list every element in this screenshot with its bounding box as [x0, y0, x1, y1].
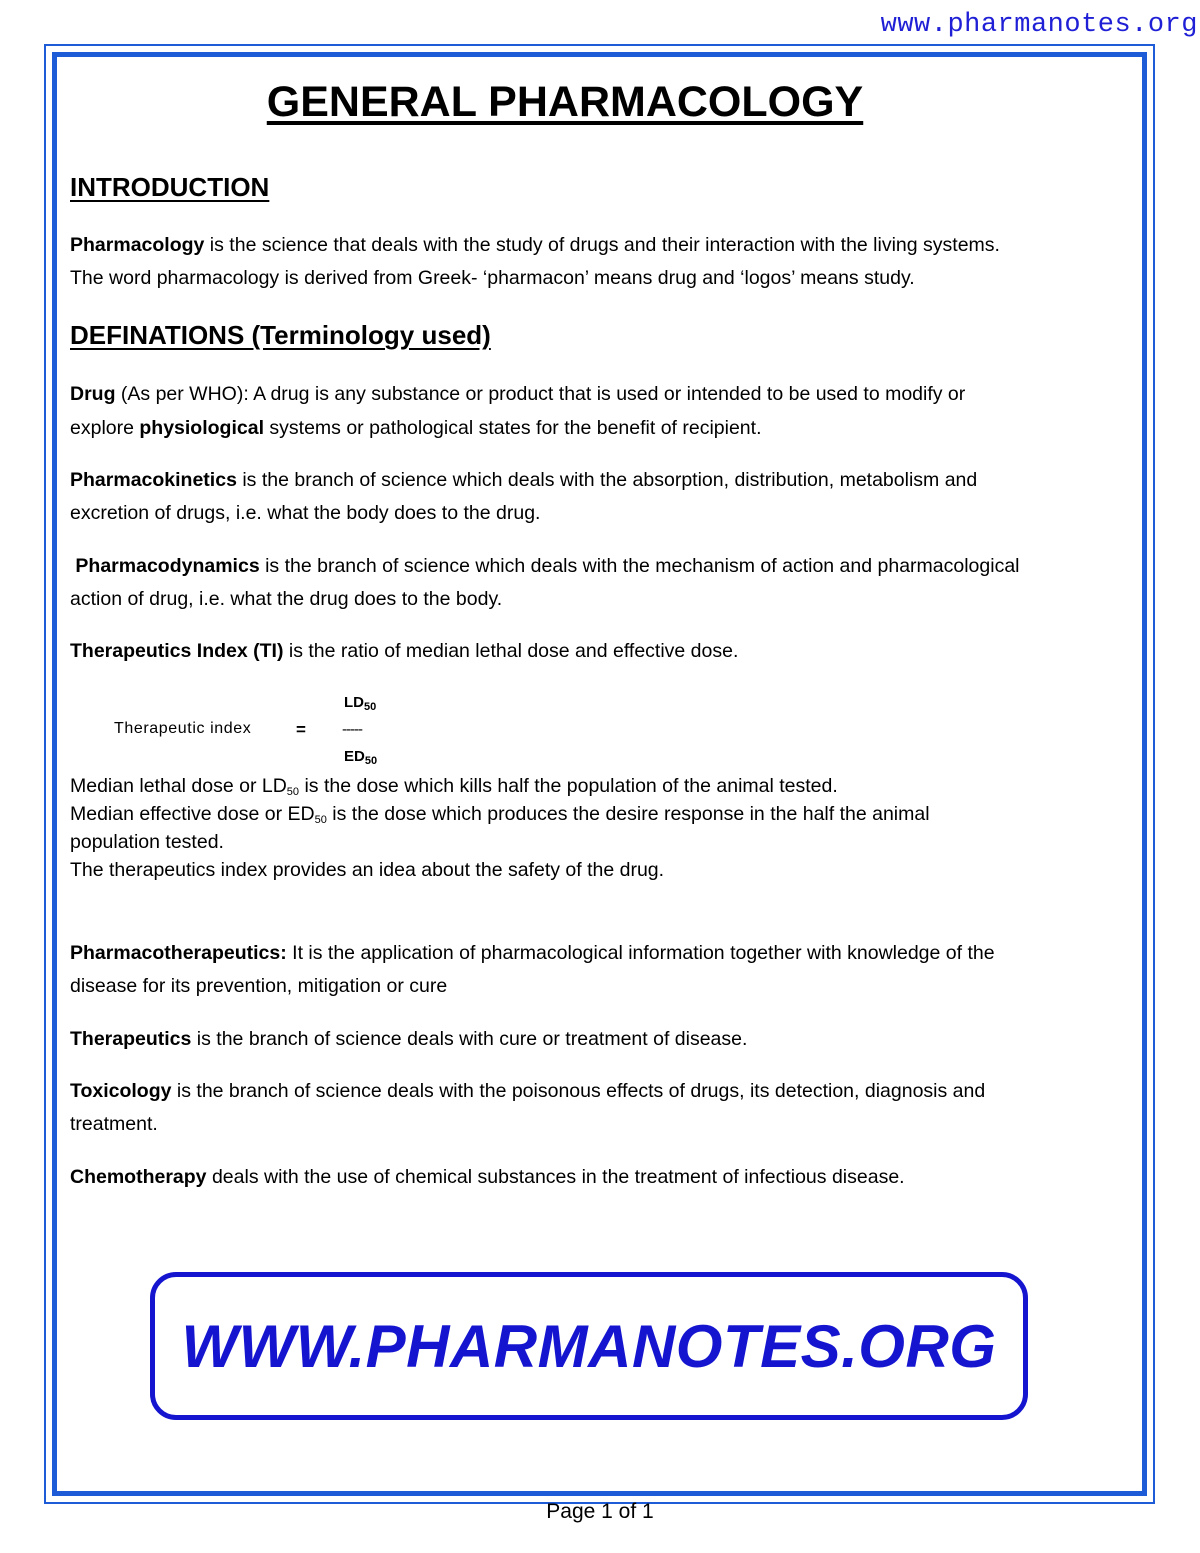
- pharmacodynamics-line-2: action of drug, i.e. what the drug does to the body.: [70, 588, 503, 610]
- pd-text: is the branch of science which deals with the mechanism of action and pharmacological: [259, 555, 1020, 577]
- therapeutics-definition: [70, 1023, 747, 1056]
- ed50-definition-line-2: population tested.: [70, 831, 224, 853]
- formula-denominator: [344, 748, 377, 765]
- intro-text: is the science that deals with the study of drugs and their interaction with the living systems.: [204, 234, 1000, 256]
- formula-label: Therapeutic index: [114, 720, 252, 737]
- formula-equals: =: [296, 720, 306, 739]
- ed50-pre: Median effective dose or ED: [70, 803, 315, 825]
- pk-text: is the branch of science which deals with the absorption, distribution, metabolism and: [236, 469, 978, 491]
- pharmacotherapeutics-text: It is the application of pharmacological information together with knowledge of the: [286, 942, 995, 964]
- toxicology-line-1: [70, 1075, 985, 1108]
- ed50-rest: is the dose which produces the desire response in the half the animal: [326, 803, 930, 825]
- denominator-text: ED: [344, 748, 365, 765]
- numerator-sub: 50: [364, 701, 377, 713]
- therapeutic-index-formula: [70, 690, 570, 770]
- page-title: GENERAL PHARMACOLOGY: [266, 78, 864, 126]
- watermark-url: www.pharmanotes.org: [880, 10, 1198, 40]
- pharmacokinetics-line-2: excretion of drugs, i.e. what the body does to the drug.: [70, 502, 541, 524]
- toxicology-line-2: treatment.: [70, 1113, 158, 1135]
- therapeutic-index-definition: [70, 635, 738, 668]
- term-therapeutics-index: Therapeutics Index (TI): [70, 640, 284, 662]
- ti-text: is the ratio of median lethal dose and effective dose.: [283, 640, 739, 662]
- introduction-heading: INTRODUCTION: [70, 172, 270, 202]
- ed50-sub: 50: [314, 814, 327, 826]
- drug-definition-line-1: [70, 378, 965, 411]
- definitions-heading: DEFINATIONS (Terminology used): [70, 320, 491, 350]
- toxicology-text: is the branch of science deals with the poisonous effects of drugs, its detection, diagnosis and: [171, 1080, 986, 1102]
- pharmacotherapeutics-line-1: [70, 937, 995, 970]
- denominator-sub: 50: [364, 755, 378, 767]
- term-pharmacodynamics: Pharmacodynamics: [70, 555, 260, 577]
- drug-text: (As per WHO): A drug is any substance or product that is used or intended to be used to modify or: [115, 383, 966, 405]
- term-drug: Drug: [70, 383, 116, 405]
- drug-text-3: systems or pathological states for the benefit of recipient.: [263, 417, 762, 439]
- intro-paragraph-line-1: [70, 229, 1000, 262]
- term-pharmacotherapeutics: Pharmacotherapeutics:: [70, 942, 287, 964]
- therapeutics-text: is the branch of science deals with cure or treatment of disease.: [191, 1028, 748, 1050]
- safety-statement: The therapeutics index provides an idea about the safety of the drug.: [70, 859, 665, 881]
- formula-fraction-bar: -----: [342, 721, 362, 738]
- page-number: Page 1 of 1: [546, 1500, 654, 1523]
- term-chemotherapy: Chemotherapy: [70, 1166, 207, 1188]
- pharmacodynamics-line-1: [70, 550, 1020, 583]
- ld50-sub: 50: [286, 786, 300, 798]
- term-therapeutics: Therapeutics: [70, 1028, 192, 1050]
- drug-text-2: explore: [70, 417, 140, 439]
- term-toxicology: Toxicology: [70, 1080, 172, 1102]
- drug-definition-line-2: [70, 412, 762, 445]
- ld50-pre: Median lethal dose or LD: [70, 775, 287, 797]
- numerator-text: LD: [344, 694, 364, 711]
- term-pharmacology: Pharmacology: [70, 234, 205, 256]
- pharmanotes-stamp: WWW.PHARMANOTES.ORG: [150, 1272, 1028, 1420]
- ld50-rest: is the dose which kills half the population of the animal tested.: [299, 775, 838, 797]
- intro-paragraph-line-2: The word pharmacology is derived from Greek- ‘pharmacon’ means drug and ‘logos’ means study.: [70, 267, 915, 289]
- pharmacotherapeutics-line-2: disease for its prevention, mitigation or cure: [70, 975, 448, 997]
- ld50-definition: [70, 772, 838, 800]
- term-pharmacokinetics: Pharmacokinetics: [70, 469, 237, 491]
- term-physiological: physiological: [139, 417, 264, 439]
- chemotherapy-text: deals with the use of chemical substances in the treatment of infectious disease.: [206, 1166, 905, 1188]
- ed50-definition-line-1: [70, 800, 930, 828]
- pharmacokinetics-line-1: [70, 464, 977, 497]
- formula-numerator: [344, 694, 376, 711]
- chemotherapy-definition: [70, 1161, 905, 1194]
